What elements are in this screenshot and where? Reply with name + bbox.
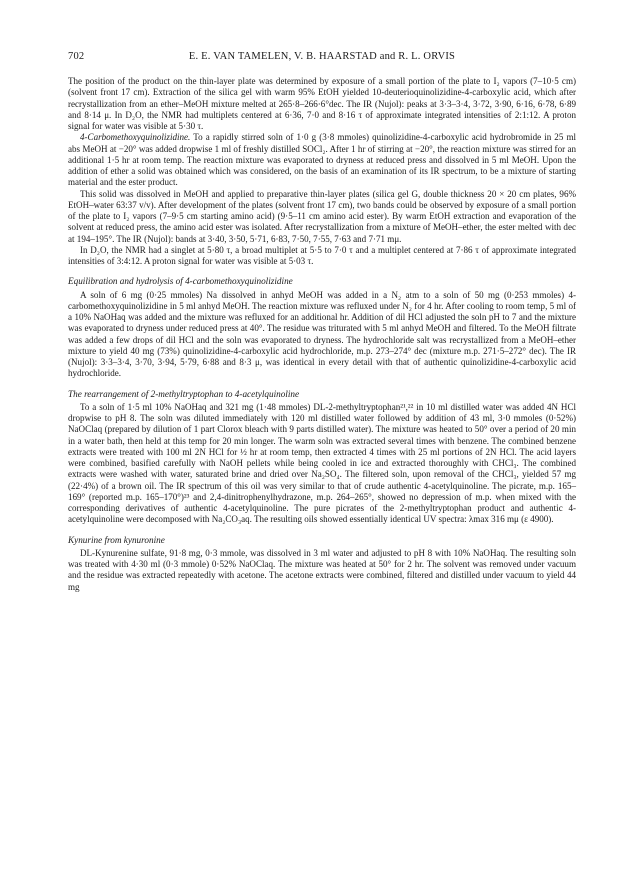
paragraph-rearrangement: To a soln of 1·5 ml 10% NaOHaq and 321 mg (1·48 mmoles) DL-2-methyltryptophan²¹,²² in 10 ml distilled water was added 4N HCl dropwise to pH 8. The soln was diluted immediately with 120 ml distilled water followed by addition of 43 ml, 3·0 mmoles (0·52%) NaOClaq (prepared by dilution of 1 part Clorox bleach with 9 parts distilled water). The mixture was heated to 50° over a period of 20 min in a water bath, then held at this temp for 20 min longer. The warm soln was extracted several times with benzene. The combined benzene extracts were treated with 100 ml 2N HCl for ½ hr at room temp, then extracted 4 times with 25 ml portions of 2N HCl. The acid layers were combined, basified carefully with NaOH pellets while being cooled in ice and extracted thoroughly with CHCl₃. The combined extracts were washed with water, saturated brine and dried over Na₂SO₄. The filtered soln, upon removal of the CHCl₃, yielded 57 mg (22·4%) of a brown oil. The IR spectrum of this oil was very similar to that of crude authentic 4-acetylquinoline. The picrate, m.p. 165–169° (reported m.p. 165–170°)²³ and 2,4-dinitrophenylhydrazone, m.p. 264–265°, showed no depression of m.p. when mixed with the corresponding derivatives of authentic 4-acetylquinoline. The pure picrates of the 2-methyltryptophan product and authentic 4-acetylquinoline were decomposed with Na₂CO₃aq. The resulting oils showed essentially identical UV spectra: λmax 316 mμ (ε 4900). — [68, 401, 576, 525]
heading-plain: The rearrangement of — [68, 388, 151, 399]
paragraph-carbomethoxy-prep — [68, 132, 576, 188]
heading-rest: Kynurine from kynuronine — [68, 534, 165, 545]
paragraph-preparative-tlc: This solid was dissolved in MeOH and applied to preparative thin-layer plates (silica gel G, double thickness 20 × 20 cm plates, 96% EtOH–water 63:37 v/v). After development of the plates (solvent front 17 cm), two bands could be observed by exposure of a small portion of the plate to I₂ vapors (7–9·5 cm starting amino acid) (9·5–11 cm amino acid ester). By warm EtOH extraction and evaporation of the solvent at reduced press, the amino acid ester was isolated. After recrystallization from a mixture of MeOH–ether, the ester melted with dec at 194–195°. The IR (Nujol): bands at 3·40, 3·50, 5·71, 6·83, 7·50, 7·55, 7·63 and 7·71 mμ. — [68, 188, 576, 244]
paragraph-thin-layer-result: The position of the product on the thin-layer plate was determined by exposure of a small portion of the plate to I₂ vapors (7–10·5 cm) (solvent front 17 cm). Extraction of the silica gel with warm 95% EtOH yielded 10-deuterioquinolizidine-4-carboxylic acid, which after recrystallization from an ether–MeOH mixture melted at 265·8–266·6°dec. The IR (Nujol): peaks at 3·3–3·4, 3·72, 3·90, 6·16, 6·78, 6·89 and 8·14 μ. In D₂O, the NMR had multiplets centered at 6·36, 7·0 and 8·16 τ of approximate integrated intensities of 2:1:12. A proton signal for water was visible at 5·30 τ. — [68, 76, 576, 131]
section-heading-equilibration — [68, 276, 576, 287]
paragraph-equilibration: A soln of 6 mg (0·25 mmoles) Na dissolved in anhyd MeOH was added in a N₂ atm to a soln of 50 mg (0·253 mmoles) 4-carbomethoxyquinolizidine in 5 ml anhyd MeOH. The reaction mixture was refluxed under N₂ for 4 hr. After cooling to room temp, 5 ml of a 10% NaOHaq was added and the mixture was refluxed for an additional hr. Addition of dil HCl adjusted the soln pH to 7 and the mixture was evaporated to dryness under reduced press at 40°. The residue was triturated with 5 ml anhyd MeOH and filtered. To the MeOH filtrate was added a few drops of dil HCl and the soln was evaporated to dryness. The hydrochloride salt was recrystallized from a MeOH–ether mixture to yield 40 mg (73%) quinolizidine-4-carboxylic acid hydrochloride, m.p. 273–274° dec (mixture m.p. 271·5–272° dec). The IR (Nujol): 3·3–3·4, 3·70, 3·94, 5·79, 6·88 and 8·3 μ, was identical in every detail with that of authentic quinolizidine-4-carboxylic acid hydrochloride. — [68, 289, 576, 379]
running-header-authors: E. E. VAN TAMELEN, V. B. HAARSTAD and R. L. ORVIS — [188, 51, 456, 62]
paragraph-kynurine: DL-Kynurenine sulfate, 91·8 mg, 0·3 mmole, was dissolved in 3 ml water and adjusted to pH 8 with 10% NaOHaq. The resulting soln was treated with 4·30 ml (0·3 mmole) 0·52% NaOClaq. The mixture was heated at 50° for 2 hr. The solvent was removed under vacuum and the residue was extracted repeatedly with acetone. The acetone extracts were combined, filtered and distilled under vacuum to yield 44 mg — [68, 547, 576, 592]
page-number: 702 — [68, 51, 85, 62]
heading-plain: Equilibration and hydrolysis of — [68, 276, 186, 287]
running-header — [68, 51, 576, 65]
article-body — [68, 76, 576, 593]
compound-lead-title: 4-Carbomethoxyquinolizidine. — [80, 132, 191, 143]
paragraph-carbomethoxy-text: To a rapidly stirred soln of 1·0 g (3·8 mmoles) quinolizidine-4-carboxylic acid hydrobromide in 25 ml abs MeOH at −20° was added dropwise 1 ml of freshly distilled SOCl₂. After 1 hr of stirring at −20°, the reaction mixture was stirred for an additional 1·5 hr at room temp. The reaction mixture was evaporated to dryness at reduced press and dissolved in 5 ml MeOH. Upon the addition of ether a solid was obtained which was considered, on the basis of an examination of its IR spectrum, to be a mixture of starting material and the ester product. — [68, 132, 576, 188]
paragraph-nmr-d2o: In D₂O, the NMR had a singlet at 5·80 τ, a broad multiplet at 5·5 to 7·0 τ and a multiplet centered at 7·86 τ of approximate integrated intensities of 3:4:12. A proton signal for water was visible at 5·03 τ. — [68, 244, 576, 266]
section-heading-rearrangement — [68, 389, 576, 400]
heading-rest: 2-methyltryptophan to 4-acetylquinoline — [150, 388, 300, 399]
section-heading-kynurine — [68, 535, 576, 546]
heading-rest: 4-carbomethoxyquinolizidine — [185, 276, 293, 287]
